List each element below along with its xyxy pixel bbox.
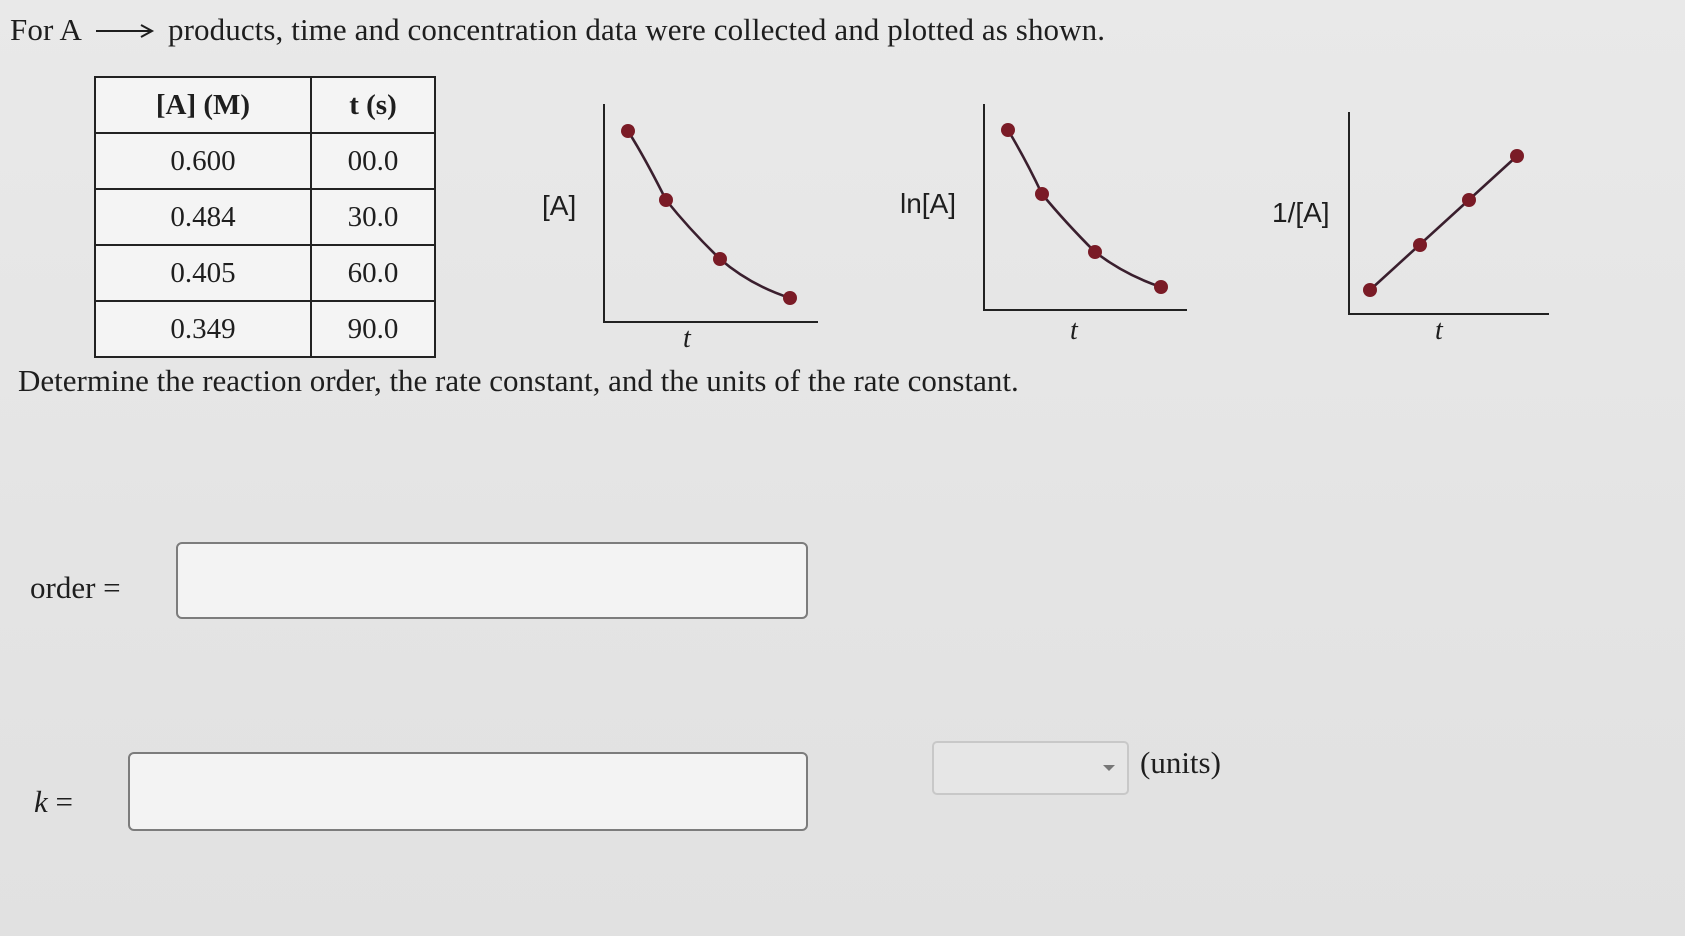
table-header-time: t (s) bbox=[311, 77, 435, 133]
table-row bbox=[95, 133, 435, 189]
graph-a-curve bbox=[628, 131, 790, 298]
graph-ln-vs-t bbox=[980, 100, 1200, 320]
graph-inv-xlabel: t bbox=[1435, 315, 1443, 346]
graph-a-ylabel: [A] bbox=[542, 190, 577, 221]
graph-inv-ylabel: 1/[A] bbox=[1272, 197, 1330, 228]
units-dropdown[interactable] bbox=[932, 741, 1129, 795]
graph-ln-xlabel: t bbox=[1070, 315, 1078, 346]
graph-ln-point bbox=[1035, 187, 1049, 201]
table-cell-concentration: 0.349 bbox=[95, 301, 311, 357]
k-label bbox=[34, 784, 73, 820]
order-label: order = bbox=[30, 570, 121, 605]
concentration-time-table bbox=[94, 76, 436, 358]
table-cell-concentration: 0.405 bbox=[95, 245, 311, 301]
table-header-row bbox=[95, 77, 435, 133]
order-input[interactable] bbox=[176, 542, 808, 619]
graph-a-point bbox=[659, 193, 673, 207]
table-row bbox=[95, 189, 435, 245]
question-suffix: products, time and concentration data were collected and plotted as shown. bbox=[168, 12, 1106, 47]
table-header-concentration: [A] (M) bbox=[95, 77, 311, 133]
units-label: (units) bbox=[1140, 745, 1221, 780]
graph-ln-ylabel: ln[A] bbox=[900, 188, 957, 219]
table-cell-time: 00.0 bbox=[311, 133, 435, 189]
chevron-down-icon bbox=[1103, 765, 1115, 771]
graph-a-xlabel: t bbox=[683, 323, 691, 354]
question-text bbox=[10, 12, 1105, 48]
table-cell-time: 90.0 bbox=[311, 301, 435, 357]
graph-ln-point bbox=[1001, 123, 1015, 137]
instruction-text: Determine the reaction order, the rate constant, and the units of the rate constant. bbox=[18, 363, 1019, 398]
graph-a-point bbox=[783, 291, 797, 305]
graph-inv-point bbox=[1510, 149, 1524, 163]
graph-inv-line bbox=[1370, 156, 1517, 290]
question-prefix: For A bbox=[10, 12, 81, 47]
table-cell-concentration: 0.600 bbox=[95, 133, 311, 189]
graph-a-point bbox=[713, 252, 727, 266]
graph-inv-vs-t bbox=[1345, 108, 1555, 318]
table-cell-time: 60.0 bbox=[311, 245, 435, 301]
k-input[interactable] bbox=[128, 752, 808, 831]
table-cell-concentration: 0.484 bbox=[95, 189, 311, 245]
table-row bbox=[95, 301, 435, 357]
graph-a-point bbox=[621, 124, 635, 138]
table-row bbox=[95, 245, 435, 301]
graph-ln-point bbox=[1154, 280, 1168, 294]
graph-ln-point bbox=[1088, 245, 1102, 259]
graph-inv-point bbox=[1462, 193, 1476, 207]
graph-a-vs-t bbox=[600, 100, 820, 330]
k-equals: = bbox=[55, 784, 73, 819]
graph-a-axes bbox=[603, 104, 818, 322]
graph-ln-curve bbox=[1008, 130, 1161, 287]
graph-ln-axes bbox=[983, 104, 1187, 310]
graph-inv-point bbox=[1363, 283, 1377, 297]
graph-inv-point bbox=[1413, 238, 1427, 252]
k-variable: k bbox=[34, 784, 48, 819]
table-cell-time: 30.0 bbox=[311, 189, 435, 245]
reaction-arrow-icon bbox=[94, 21, 156, 41]
